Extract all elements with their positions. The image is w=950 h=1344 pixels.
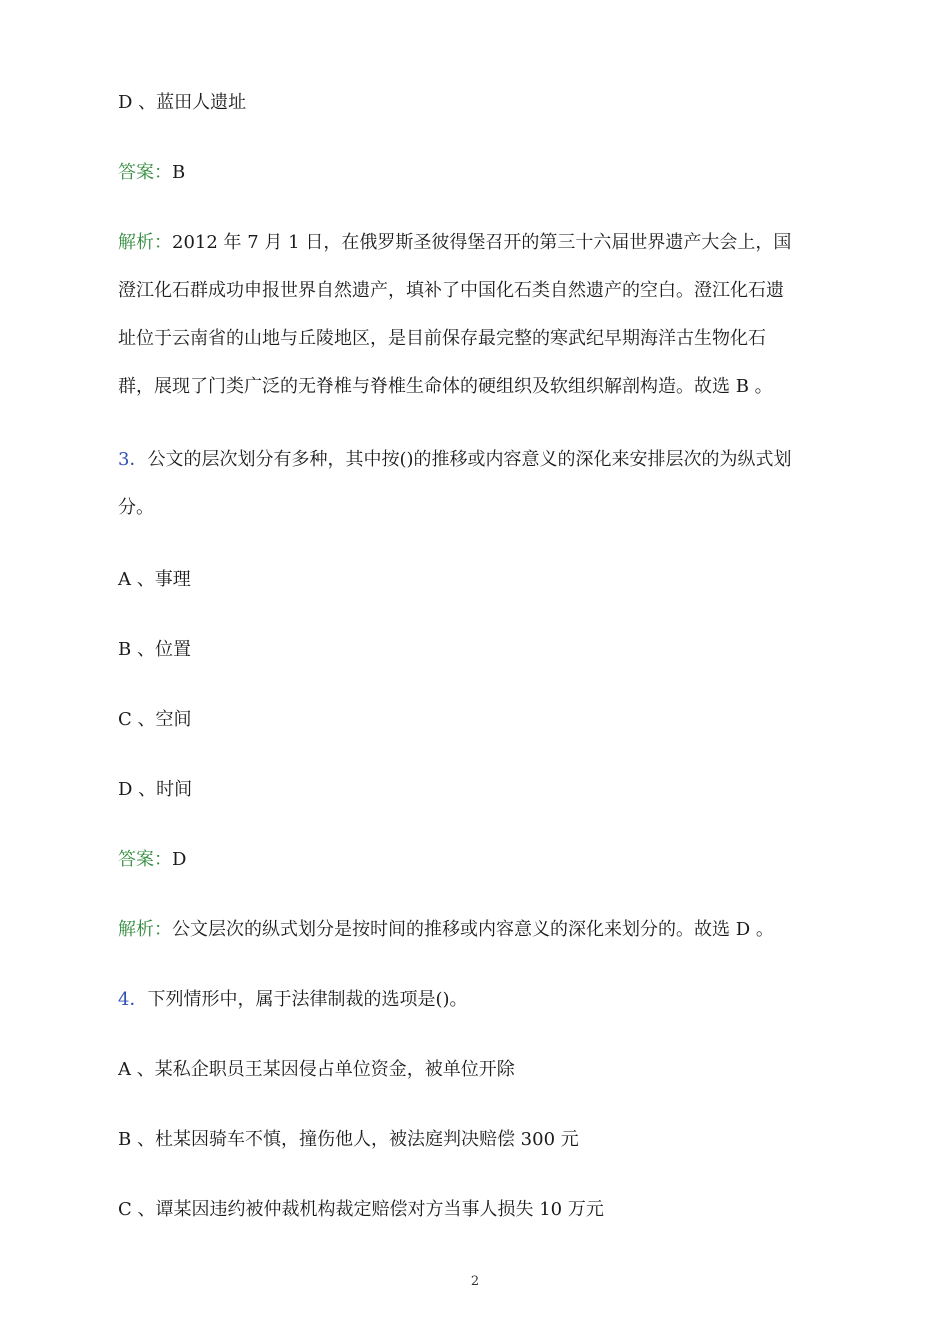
answer-label: 答案： bbox=[118, 162, 172, 183]
option-c: C 、空间 bbox=[118, 709, 192, 730]
stem-line bbox=[118, 448, 792, 496]
stem-text: 下列情形中，属于法律制裁的选项是()。 bbox=[147, 989, 468, 1010]
option-d-prev: D 、蓝田人遗址 bbox=[118, 92, 247, 113]
question-3-stem bbox=[118, 448, 792, 544]
page-number: 2 bbox=[470, 1274, 480, 1289]
question-4-stem bbox=[118, 988, 468, 1012]
option-a: A 、某私企职员王某因侵占单位资金，被单位开除 bbox=[118, 1059, 515, 1080]
option-a: A 、事理 bbox=[118, 569, 191, 590]
answer-value: B bbox=[172, 162, 186, 183]
answer-prev bbox=[118, 161, 185, 185]
option-b: B 、杜某因骑车不慎，撞伤他人，被法庭判决赔偿 300 元 bbox=[118, 1129, 579, 1150]
analysis-label: 解析： bbox=[118, 919, 172, 940]
option-d: D 、时间 bbox=[118, 779, 193, 800]
analysis-text: 2012 年 7 月 1 日，在俄罗斯圣彼得堡召开的第三十六届世界遗产大会上，国 bbox=[172, 232, 792, 253]
answer-label: 答案： bbox=[118, 849, 172, 870]
answer-q3 bbox=[118, 848, 186, 872]
question-number: 4． bbox=[118, 989, 148, 1010]
analysis-text: 公文层次的纵式划分是按时间的推移或内容意义的深化来划分的。故选 D 。 bbox=[172, 919, 774, 940]
stem-text: 公文的层次划分有多种，其中按()的推移或内容意义的深化来安排层次的为纵式划 bbox=[147, 449, 792, 470]
analysis-label: 解析： bbox=[118, 232, 172, 253]
analysis-q3 bbox=[118, 918, 774, 942]
stem-line: 分。 bbox=[118, 497, 154, 518]
analysis-line bbox=[118, 231, 791, 279]
option-b: B 、位置 bbox=[118, 639, 191, 660]
question-number: 3． bbox=[118, 449, 148, 470]
analysis-line: 澄江化石群成功申报世界自然遗产，填补了中国化石类自然遗产的空白。澄江化石遗 bbox=[118, 280, 784, 301]
answer-value: D bbox=[172, 849, 187, 870]
analysis-prev bbox=[118, 231, 791, 423]
option-c: C 、谭某因违约被仲裁机构裁定赔偿对方当事人损失 10 万元 bbox=[118, 1199, 604, 1220]
analysis-line: 群，展现了门类广泛的无脊椎与脊椎生命体的硬组织及软组织解剖构造。故选 B 。 bbox=[118, 376, 773, 397]
analysis-line: 址位于云南省的山地与丘陵地区，是目前保存最完整的寒武纪早期海洋古生物化石 bbox=[118, 328, 766, 349]
